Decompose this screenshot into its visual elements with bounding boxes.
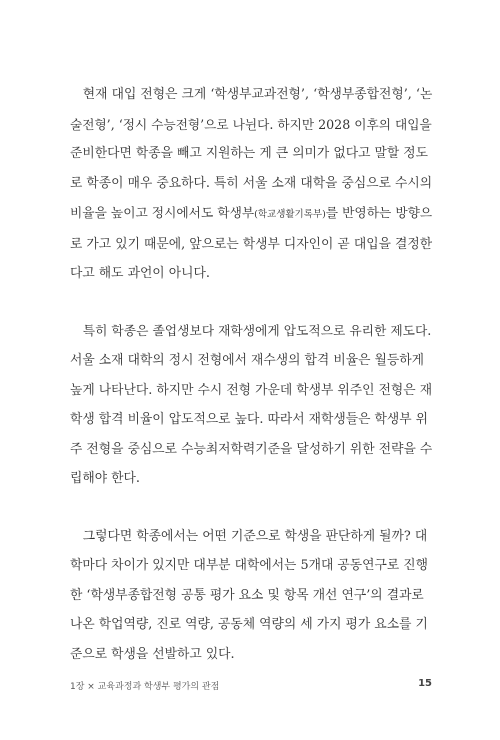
text-line: 학마다 차이가 있지만 대부분 대학에서는 5개대 공동연구로 진행 <box>70 558 429 573</box>
text-line: 다고 해도 과언이 아니다. <box>70 266 210 281</box>
running-footer-chapter: 1장 × 교육과정과 학생부 평가의 관점 <box>70 682 220 692</box>
text-line: 준비한다면 학종을 빼고 지원하는 게 큰 의미가 없다고 말할 정도 <box>70 146 429 161</box>
text-line: 그렇다면 학종에서는 어떤 기준으로 학생을 판단하게 될까? 대 <box>70 528 428 544</box>
text-line: 술전형’, ‘정시 수능전형’으로 나뉜다. 하지만 2028 이후의 대입을 <box>70 116 432 132</box>
text-line: 준으로 학생을 선발하고 있다. <box>70 646 235 662</box>
text-line: 로 학종이 매우 중요하다. 특히 서울 소재 대학을 중심으로 수시의 <box>70 175 433 191</box>
text-line: 로 가고 있기 때문에, 앞으로는 학생부 디자인이 곧 대입을 결정한 <box>70 236 433 252</box>
paragraph-3 <box>70 522 432 670</box>
text-line: 서울 소재 대학의 정시 전형에서 재수생의 합격 비율은 월등하게 <box>70 353 424 368</box>
paragraph-1 <box>70 80 432 289</box>
text-line: 립해야 한다. <box>70 471 140 486</box>
body-text <box>70 80 432 697</box>
text-line: 현재 대입 전형은 크게 ‘학생부교과전형’, ‘학생부종합전형’, ‘논 <box>70 87 433 102</box>
text-line: 주 전형을 중심으로 수능최저학력기준을 달성하기 위한 전략을 수 <box>70 441 433 457</box>
page-number: 15 <box>418 678 432 689</box>
text-line-start: 비율을 높이고 정시에서도 학생부 <box>70 205 255 220</box>
text-line: 높게 나타난다. 하지만 수시 전형 가운데 학생부 위주인 전형은 재 <box>70 382 433 398</box>
text-line <box>70 198 432 230</box>
text-line: 나온 학업역량, 진로 역량, 공동체 역량의 세 가지 평가 요소를 기 <box>70 617 428 632</box>
text-line-end: 를 반영하는 방향으 <box>325 205 433 220</box>
text-line: 학생 합격 비율이 압도적으로 높다. 따라서 재학생들은 학생부 위 <box>70 412 429 427</box>
text-line: 특히 학종은 졸업생보다 재학생에게 압도적으로 유리한 제도다. <box>70 323 432 339</box>
text-line: 한 ‘학생부종합전형 공통 평가 요소 및 항목 개선 연구’의 결과로 <box>70 587 424 603</box>
paragraph-2 <box>70 317 432 494</box>
page-footer <box>70 679 432 695</box>
parenthetical-note: (학교생활기록부) <box>254 209 326 220</box>
